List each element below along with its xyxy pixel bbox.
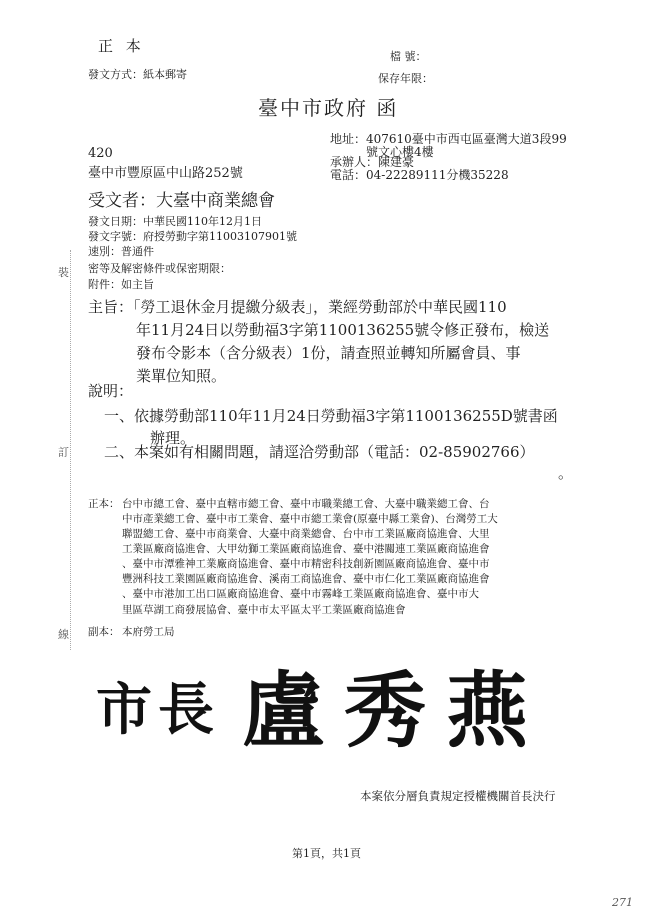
page-corner-number: 271 bbox=[612, 896, 633, 909]
binding-line bbox=[70, 250, 71, 650]
signature-title: 市長 bbox=[96, 677, 220, 743]
send-method: 發文方式：紙本郵寄 bbox=[88, 68, 187, 81]
page-number: 第1頁，共1頁 bbox=[292, 847, 361, 860]
cc-label: 正本： bbox=[88, 498, 120, 510]
sender-contact: 承辦人：陳建豪 bbox=[330, 155, 415, 169]
cc-line: 、臺中市潭雅神工業廠商協進會、臺中市精密科技創新園區廠商協進會、臺中市 bbox=[122, 558, 490, 570]
explanation-heading: 說明： bbox=[88, 382, 134, 400]
explanation-item-2-end: 。 bbox=[558, 464, 574, 482]
subject-line-4: 業單位知照。 bbox=[136, 367, 227, 385]
subject-line-1: 主旨：「勞工退休金月提繳分級表」，業經勞動部於中華民國110 bbox=[88, 298, 507, 316]
copy-type: 正 本 bbox=[98, 37, 145, 55]
cc-line: 台中市總工會、臺中直轄市總工會、臺中市職業總工會、大臺中職業總工會、台 bbox=[122, 498, 490, 510]
recipient-address: 臺中市豐原區中山路252號 bbox=[88, 166, 243, 181]
explanation-item-1-cont: 辦理。 bbox=[150, 429, 196, 447]
cc-line: 聯盟總工會、臺中市商業會、大臺中商業總會、台中市工業區廠商協進會、大里 bbox=[122, 528, 490, 540]
cc-line: 里區草湖工商發展協會、臺中市太平區太平工業區廠商協進會 bbox=[122, 604, 406, 616]
sender-address-1: 地址：407610臺中市西屯區臺灣大道3段99 bbox=[330, 132, 567, 146]
signature-name: 盧秀燕 bbox=[242, 663, 549, 759]
speed: 速別：普通件 bbox=[88, 245, 154, 258]
sender-phone: 電話：04-22289111分機35228 bbox=[330, 168, 509, 182]
binding-mark-1: 裝 bbox=[58, 266, 69, 279]
sender-address-2: 號文心樓4樓 bbox=[366, 145, 434, 159]
retention-label: 保存年限： bbox=[378, 72, 433, 85]
secrecy: 密等及解密條件或保密期限： bbox=[88, 262, 231, 275]
file-no-label: 檔 號： bbox=[390, 50, 427, 63]
cc-line: 中市產業總工會、臺中市工業會、臺中市總工業會(原臺中縣工業會)、台灣勞工大 bbox=[122, 513, 498, 525]
recipient-zip: 420 bbox=[88, 146, 113, 161]
copy-label: 副本： bbox=[88, 626, 120, 638]
document-title: 臺中市政府 函 bbox=[258, 96, 399, 120]
delegation-note: 本案依分層負責規定授權機關首長決行 bbox=[360, 789, 556, 803]
subject-line-2: 年11月24日以勞動福3字第1100136255號令修正發布，檢送 bbox=[136, 321, 550, 339]
copy-value: 本府勞工局 bbox=[122, 626, 175, 638]
subject-line-3: 發布令影本（含分級表）1份，請查照並轉知所屬會員、事 bbox=[136, 344, 521, 362]
binding-mark-2: 訂 bbox=[58, 446, 69, 459]
binding-mark-3: 線 bbox=[58, 628, 69, 641]
document-number: 發文字號：府授勞動字第11003107901號 bbox=[88, 230, 297, 243]
explanation-item-2: 二、本案如有相關問題，請逕洽勞動部（電話：02-85902766） bbox=[104, 443, 535, 461]
explanation-item-1: 一、依據勞動部110年11月24日勞動福3字第1100136255D號書函 bbox=[104, 407, 558, 425]
cc-line: 、臺中市港加工出口區廠商協進會、臺中市霧峰工業區廠商協進會、臺中市大 bbox=[122, 588, 479, 600]
cc-line: 工業區廠商協進會、大甲幼獅工業區廠商協進會、臺中港關連工業區廠商協進會 bbox=[122, 543, 490, 555]
addressee: 受文者：大臺中商業總會 bbox=[88, 191, 275, 211]
cc-line: 豐洲科技工業園區廠商協進會、溪南工商協進會、臺中市仁化工業區廠商協進會 bbox=[122, 573, 490, 585]
attachment: 附件：如主旨 bbox=[88, 278, 154, 291]
issue-date: 發文日期：中華民國110年12月1日 bbox=[88, 215, 262, 228]
mayor-signature bbox=[92, 640, 549, 759]
